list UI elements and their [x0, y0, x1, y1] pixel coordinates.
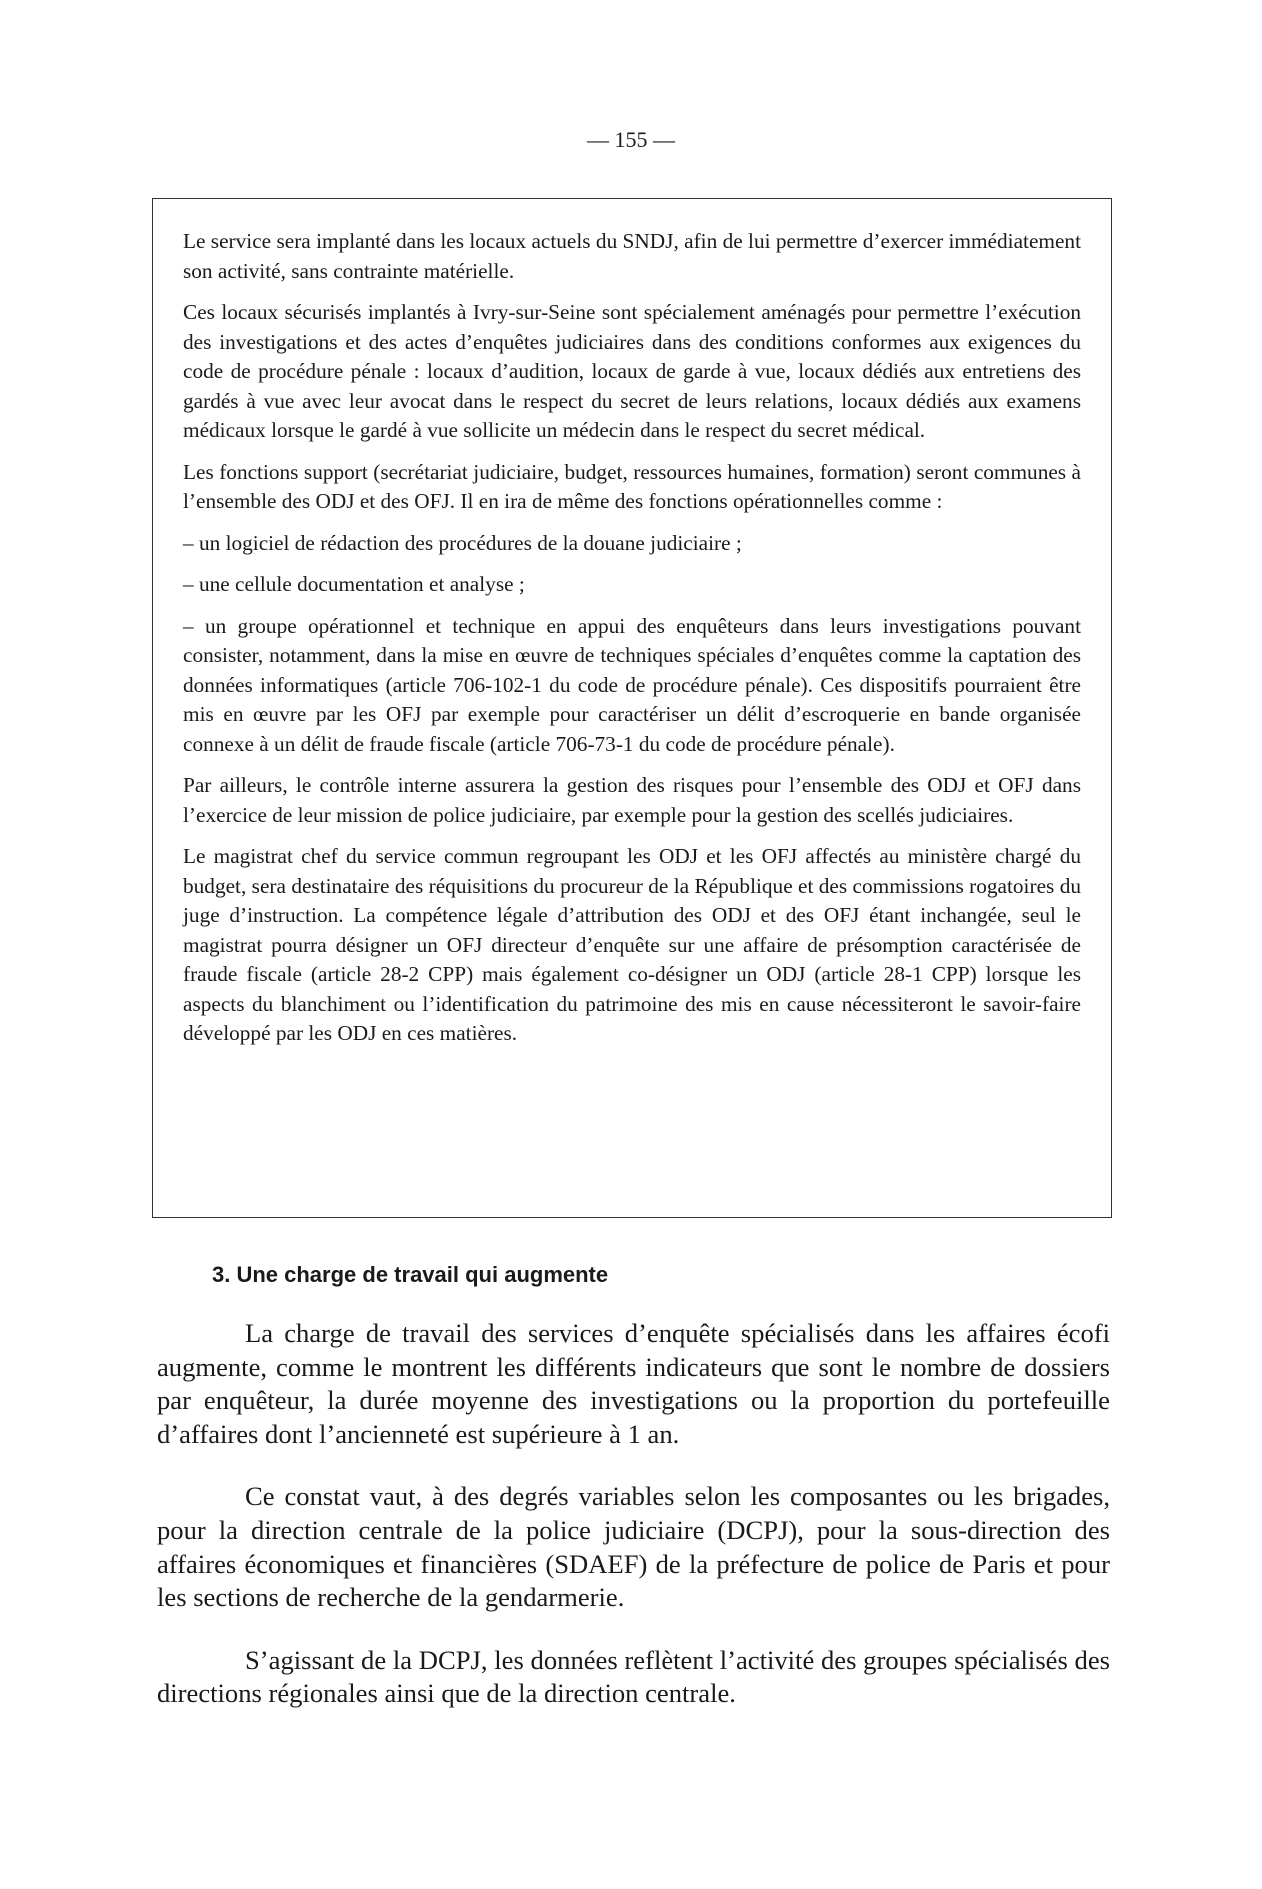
boxed-insert: [152, 198, 1112, 1218]
box-paragraph: Par ailleurs, le contrôle interne assurera la gestion des risques pour l’ensemble des ODJ et OFJ dans l’exercice de leur mission de police judiciaire, par exemple pour la gestion des scellés judiciaires.: [183, 773, 1081, 827]
box-paragraph: Les fonctions support (secrétariat judiciaire, budget, ressources humaines, formation) seront communes à l’ensemble des ODJ et des OFJ. Il en ira de même des fonctions opérationnelles comme :: [183, 459, 1081, 513]
body-paragraph: S’agissant de la DCPJ, les données reflètent l’activité des groupes spécialisés des directions régionales ainsi que de la direction centrale.: [157, 1644, 1110, 1709]
box-list-item: – un logiciel de rédaction des procédures de la douane judiciaire ;: [183, 530, 742, 555]
section-body: [157, 1317, 1110, 1740]
box-list-item: – une cellule documentation et analyse ;: [183, 572, 525, 596]
box-paragraph: Le service sera implanté dans les locaux actuels du SNDJ, afin de lui permettre d’exercer immédiatement son activité, sans contrainte matérielle.: [183, 229, 1081, 283]
page-number: — 155 —: [587, 127, 675, 152]
box-list-item: – un groupe opérationnel et technique en appui des enquêteurs dans leurs investigations pouvant consister, notamment, dans la mise en œuvre de techniques spéciales d’enquêtes comme la captation des données informatiques (article 706-102-1 du code de procédure pénale). Ces dispositifs pourraient être mis en œuvre par les OFJ par exemple pour caractériser un délit d’escroquerie en bande organisée connexe à un délit de fraude fiscale (article 706-73-1 du code de procédure pénale).: [183, 613, 1081, 756]
section-heading: 3. Une charge de travail qui augmente: [212, 1262, 609, 1287]
body-paragraph: Ce constat vaut, à des degrés variables selon les composantes ou les brigades, pour la direction centrale de la police judiciaire (DCPJ), pour la sous-direction des affaires économiques et financières (SDAEF) de la préfecture de police de Paris et pour les sections de recherche de la gendarmerie.: [157, 1481, 1110, 1613]
box-paragraph: Ces locaux sécurisés implantés à Ivry-sur-Seine sont spécialement aménagés pour permettre l’exécution des investigations et des actes d’enquêtes judiciaires dans des conditions conformes aux exigences du code de procédure pénale : locaux d’audition, locaux de garde à vue, locaux dédiés aux entretiens des gardés à vue avec leur avocat dans le respect du secret de leurs relations, locaux dédiés aux examens médicaux lorsque le gardé à vue sollicite un médecin dans le respect du secret médical.: [183, 300, 1081, 442]
body-paragraph: La charge de travail des services d’enquête spécialisés dans les affaires écofi augmente, comme le montrent les différents indicateurs que sont le nombre de dossiers par enquêteur, la durée moyenne des investigations ou la proportion du portefeuille d’affaires dont l’ancienneté est supérieure à 1 an.: [157, 1318, 1110, 1449]
box-paragraph: Le magistrat chef du service commun regroupant les ODJ et les OFJ affectés au ministère chargé du budget, sera destinataire des réquisitions du procureur de la République et des commissions rogatoires du juge d’instruction. La compétence légale d’attribution des ODJ et des OFJ étant inchangée, seul le magistrat pourra désigner un OFJ directeur d’enquête sur une affaire de présomption caractérisée de fraude fiscale (article 28-2 CPP) mais également co-désigner un ODJ (article 28-1 CPP) lorsque les aspects du blanchiment ou l’identification du patrimoine des mis en cause nécessiteront le savoir-faire développé par les ODJ en ces matières.: [183, 844, 1081, 1045]
